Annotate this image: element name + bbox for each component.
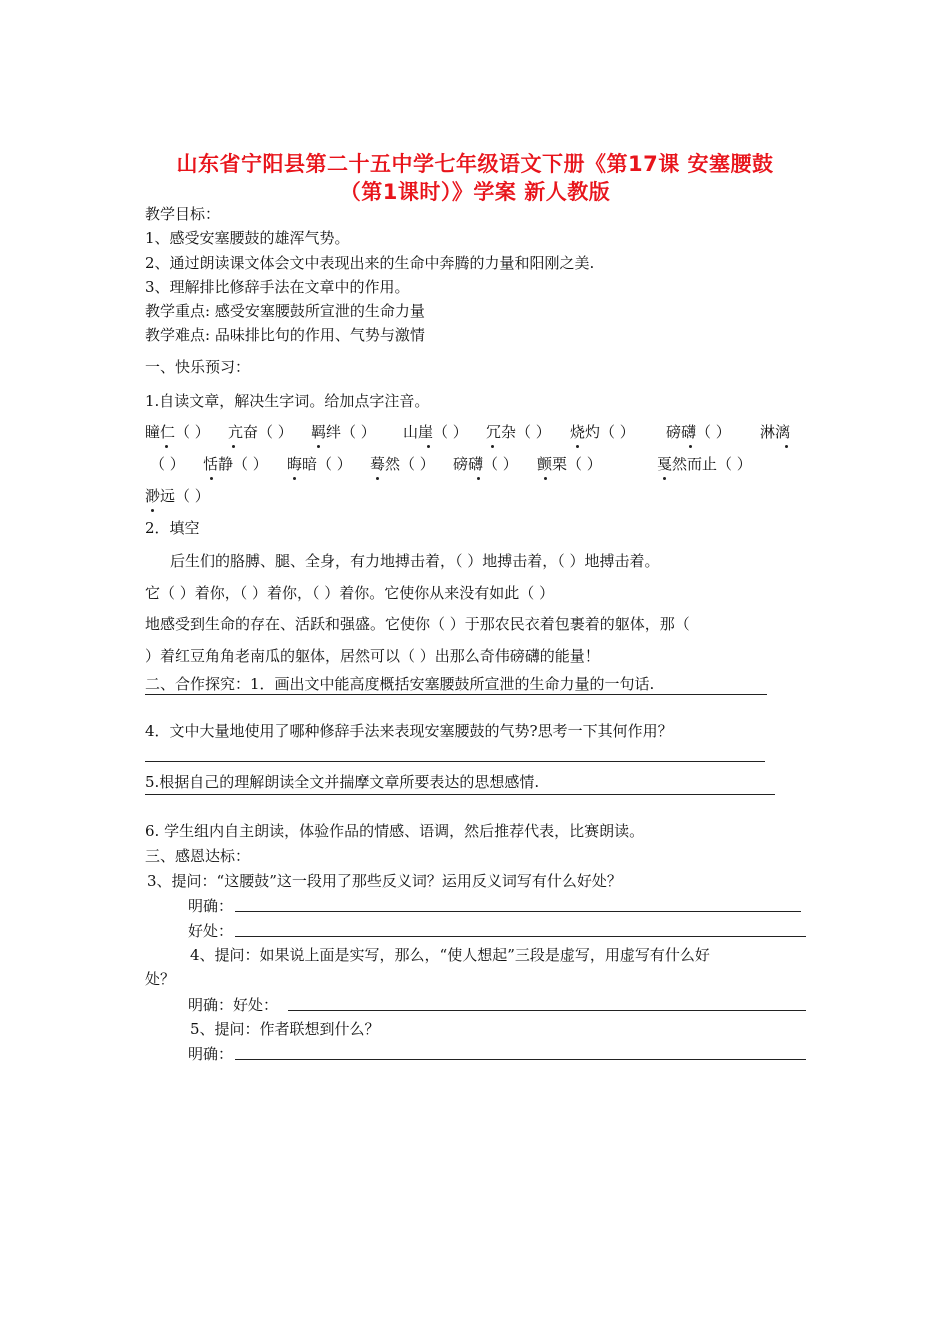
difficulty-point: 教学难点: 品味排比句的作用、气势与激情 bbox=[145, 326, 425, 344]
s3-question-4-line2: 处？ bbox=[145, 970, 176, 988]
emphasis-dot bbox=[294, 458, 295, 474]
q4-answer-label: 明确：好处： bbox=[188, 996, 279, 1014]
word-item: 羁绊（ ） bbox=[311, 423, 376, 441]
document-title-line2: （第1课时）》学案 新人教版 bbox=[339, 180, 611, 204]
fill-line-1: 后生们的胳膊、腿、全身，有力地搏击着，（ ）地搏击着，（ ）地搏击着。 bbox=[170, 552, 660, 570]
word-item: 冗杂（ ） bbox=[486, 423, 551, 441]
word-item: 蓦然（ ） bbox=[370, 455, 435, 473]
answer-line bbox=[235, 911, 801, 912]
answer-line bbox=[235, 936, 806, 937]
emphasis-dot bbox=[492, 426, 493, 442]
word-item: 淋漓 bbox=[760, 423, 791, 441]
answer-line bbox=[288, 1010, 806, 1011]
fill-line-3: 地感受到生命的存在、活跃和强盛。它使你（ ）于那农民衣着包裹着的躯体，那（ bbox=[145, 615, 690, 633]
q5-answer-label: 明确： bbox=[188, 1045, 234, 1063]
fill-line-4: ）着红豆角角老南瓜的躯体，居然可以（ ）出那么奇伟磅礴的能量！ bbox=[145, 647, 600, 665]
s3-question-4-line1: 4、提问：如果说上面是实写，那么，“使人想起”三段是虚写，用虚写有什么好 bbox=[190, 946, 710, 964]
document-title-line1: 山东省宁阳县第二十五中学七年级语文下册《第17课 安塞腰鼓 bbox=[176, 152, 774, 176]
goal-item-2: 2、通过朗读课文体会文中表现出来的生命中奔腾的力量和阳刚之美. bbox=[145, 254, 595, 272]
word-item: 恬静（ ） bbox=[203, 455, 268, 473]
question-1: 1.自读文章，解决生字词。给加点字注音。 bbox=[145, 392, 430, 410]
word-item: 瞳仁（ ） bbox=[145, 423, 210, 441]
word-item: 颤栗（ ） bbox=[537, 455, 602, 473]
emphasis-dot bbox=[377, 458, 378, 474]
goal-item-1: 1、感受安塞腰鼓的雄浑气势。 bbox=[145, 229, 350, 247]
word-item: 晦暗（ ） bbox=[287, 455, 352, 473]
word-item: 磅礴（ ） bbox=[453, 455, 518, 473]
word-item: 亢奋（ ） bbox=[228, 423, 293, 441]
fill-line-2: 它（ ）着你，（ ）着你，（ ）着你。它使你从来没有如此（ ） bbox=[145, 584, 555, 602]
emphasis-dot bbox=[428, 426, 429, 442]
emphasis-dot bbox=[664, 458, 665, 474]
word-item: 渺远（ ） bbox=[145, 487, 210, 505]
section1-heading: 一、快乐预习： bbox=[145, 358, 251, 376]
emphasis-dot bbox=[318, 426, 319, 442]
section2-heading: 二、合作探究：1．画出文中能高度概括安塞腰鼓所宣泄的生命力量的一句话. bbox=[145, 675, 655, 693]
word-item: 戛然而止（ ） bbox=[657, 455, 752, 473]
emphasis-dot bbox=[786, 426, 787, 442]
word-item: 烧灼（ ） bbox=[570, 423, 635, 441]
emphasis-dot bbox=[211, 458, 212, 474]
answer-line bbox=[235, 1059, 806, 1060]
answer-line bbox=[145, 794, 775, 795]
word-item: 山崖（ ） bbox=[403, 423, 468, 441]
question-2: 2．填空 bbox=[145, 519, 200, 537]
goals-heading: 教学目标： bbox=[145, 205, 221, 223]
answer-line bbox=[145, 694, 767, 695]
word-item: 磅礴（ ） bbox=[666, 423, 731, 441]
key-point: 教学重点: 感受安塞腰鼓所宣泄的生命力量 bbox=[145, 302, 425, 320]
s3-question-5: 5、提问：作者联想到什么？ bbox=[190, 1020, 380, 1038]
s3-question-3: 3、提问：“这腰鼓”这一段用了那些反义词？运用反义词写有什么好处？ bbox=[147, 872, 622, 890]
emphasis-dot bbox=[577, 426, 578, 442]
emphasis-dot bbox=[233, 426, 234, 442]
question-4: 4．文中大量地使用了哪种修辞手法来表现安塞腰鼓的气势?思考一下其何作用？ bbox=[145, 722, 673, 740]
emphasis-dot bbox=[545, 458, 546, 474]
emphasis-dot bbox=[478, 458, 479, 474]
emphasis-dot bbox=[152, 490, 153, 506]
section3-heading: 三、感恩达标： bbox=[145, 847, 251, 865]
word-item: （ ） bbox=[150, 455, 185, 473]
q3-benefit-label: 好处： bbox=[188, 922, 234, 940]
question-5: 5.根据自己的理解朗读全文并揣摩文章所要表达的思想感情. bbox=[145, 773, 540, 791]
emphasis-dot bbox=[166, 426, 167, 442]
goal-item-3: 3、理解排比修辞手法在文章中的作用。 bbox=[145, 278, 410, 296]
answer-line bbox=[145, 761, 765, 762]
q3-answer-label: 明确： bbox=[188, 897, 234, 915]
emphasis-dot bbox=[690, 426, 691, 442]
question-6: 6. 学生组内自主朗读，体验作品的情感、语调，然后推荐代表，比赛朗读。 bbox=[145, 822, 645, 840]
